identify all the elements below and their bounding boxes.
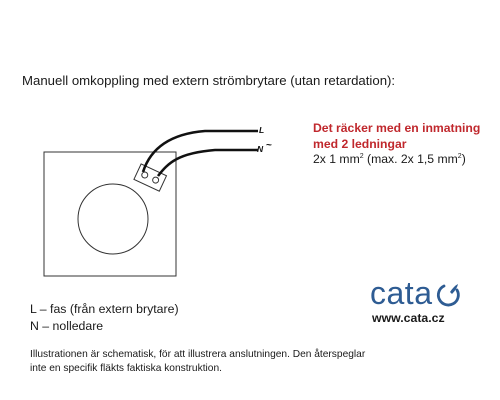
supply-note-line1: Det räcker med en inmatning xyxy=(313,121,481,135)
diagram-heading: Manuell omkoppling med extern strömbrytare (utan retardation): xyxy=(22,73,396,88)
cable-spec-b: (max. 2x 1,5 mm xyxy=(363,152,458,166)
cable-spec-sup1: 2 xyxy=(359,153,364,160)
legend-l: L – fas (från extern brytare) xyxy=(30,302,179,316)
cata-logo-mark-icon xyxy=(435,282,461,308)
cata-logo-text: cata xyxy=(370,275,433,311)
cable-spec-sup2: 2 xyxy=(457,153,462,160)
disclaimer xyxy=(30,348,490,376)
wire-label-l: L xyxy=(259,125,265,135)
disclaimer-line2: inte en specifik fläkts faktiska konstruktion. xyxy=(30,363,222,374)
supply-note xyxy=(313,121,480,152)
ac-tilde: ~ xyxy=(266,140,272,151)
wire-label-n: N xyxy=(257,144,264,154)
cable-spec-c: ) xyxy=(461,152,466,166)
legend xyxy=(30,301,179,335)
disclaimer-line1: Illustrationen är schematisk, för att illustrera anslutningen. Den återspeglar xyxy=(30,349,366,360)
cable-spec xyxy=(313,152,466,166)
legend-n: N – nolledare xyxy=(30,319,104,333)
supply-note-line2: med 2 ledningar xyxy=(313,136,407,151)
brand-url: www.cata.cz xyxy=(372,311,445,325)
fan-opening xyxy=(78,184,148,254)
cable-spec-a: 2x 1 mm xyxy=(313,152,360,166)
